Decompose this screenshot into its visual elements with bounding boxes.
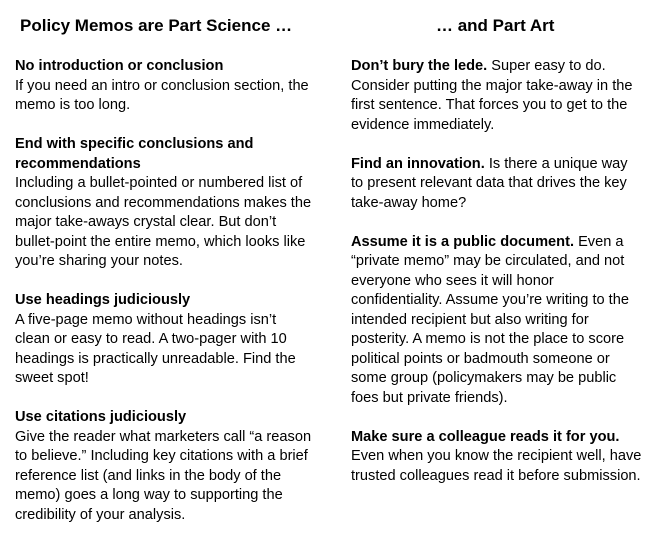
section-body: Super easy to do. Consider putting the major take-away in the first sentence. That forces you to get to the evidence immediately. [351,58,633,133]
science-column-body [15,57,315,545]
art-section-innovation [351,155,643,214]
section-body: If you need an intro or conclusion section, the memo is too long. [15,77,309,113]
science-column-title: Policy Memos are Part Science … [20,16,293,35]
section-heading: Make sure a colleague reads it for you. [351,428,620,445]
section-heading: Use citations judiciously [15,409,187,425]
art-column-title: … and Part Art [436,16,555,35]
section-body: Even a “private memo” may be circulated, and not everyone who sees it will honor confidentiality. Assume you’re writing to the intended recipient but also writing for posterity. A memo is not the place to score political points or badmouth someone or some group (policymakers may be public foes but private friends). [351,233,629,406]
section-heading: Use headings judiciously [15,292,191,308]
science-section-citations [15,408,315,525]
section-body: Even when you know the recipient well, have trusted colleagues read it before submission. [351,448,642,484]
art-section-lede [351,57,643,135]
science-section-headings [15,291,315,389]
art-section-public-document [351,233,643,409]
science-section-conclusions [15,135,315,272]
section-body: Give the reader what marketers call “a reason to believe.” Including key citations with a brief reference list (and links in the body of the memo) goes a long way to supporting the credibility of your analysis. [15,428,312,523]
art-column-body [351,57,643,506]
section-heading: Assume it is a public document. [351,233,575,250]
section-body: Including a bullet-pointed or numbered list of conclusions and recommendations makes the major take-aways crystal clear. But don’t bullet-point the entire memo, which looks like you’re sharing your notes. [15,175,312,269]
science-section-no-intro [15,57,315,116]
section-heading: End with specific conclusions and recommendations [15,136,254,172]
section-heading: Don’t bury the lede. [351,58,488,74]
art-section-colleague [351,428,643,487]
section-heading: No introduction or conclusion [15,58,224,74]
section-body: A five-page memo without headings isn’t clean or easy to read. A two-pager with 10 headings is practically unreadable. Find the sweet spot! [15,311,296,386]
section-body: Is there a unique way to present relevant data that drives the key take-away home? [351,155,628,211]
section-heading: Find an innovation. [351,155,485,172]
